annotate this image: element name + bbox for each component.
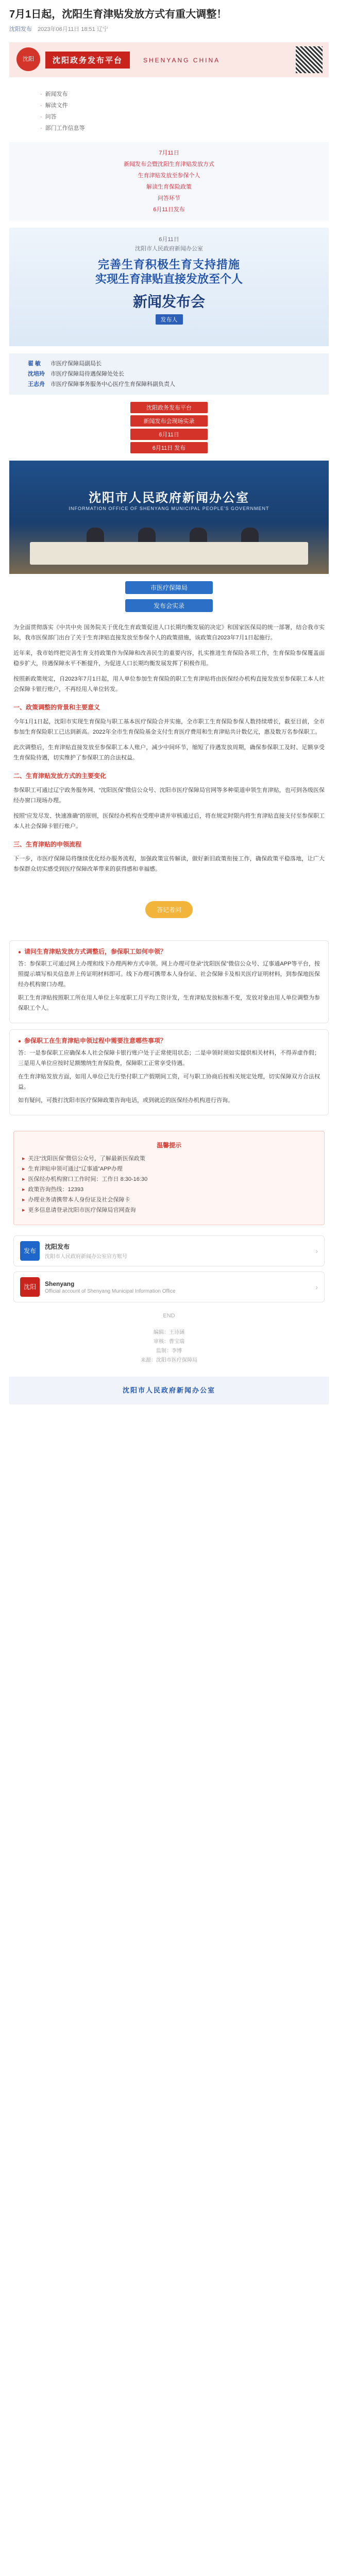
qa-question: ● 参保职工在生育津贴申领过程中需要注意哪些事项？: [18, 1036, 320, 1045]
article-meta: [9, 25, 329, 33]
poster-host: 沈阳市人民政府新闻办公室: [135, 246, 203, 252]
tip-line: ▸ 政策咨询热线：12393: [22, 1184, 316, 1195]
paragraph: 按照新政策规定，自2023年7月1日起，用人单位参加生育保险的职工生育津贴将由医保经办机构直接发放至参保职工本人社会保障卡银行账户，不再经用人单位转发。: [13, 676, 325, 692]
pill-tag: 沈阳政务发布平台: [130, 402, 208, 413]
paragraph: 今年1月1日起，沈阳市实现生育保险与职工基本医疗保险合并实施，全市职工生育保险参保人数持续增长，截至目前，全市参加生育保险职工已达到新高。2022年全市生育保险基金支付生育医疗费用和生育津贴共计数亿元，惠及数万名参保职工。: [13, 719, 325, 735]
credit-line: 审核：曹宝瑞: [154, 1339, 184, 1345]
account-name: 沈阳发布: [45, 1243, 70, 1250]
agenda-item: 生育津贴发放至参保个人: [138, 173, 200, 179]
avatar: 沈阳: [20, 1277, 40, 1297]
paragraph: 此次调整后，生育津贴直接发放至参保职工本人账户，减少中间环节，缩短了待遇发放周期，确保参保职工及时、足额享受生育保险待遇，切实维护了参保职工的合法权益。: [13, 744, 325, 761]
account-card[interactable]: [13, 1272, 325, 1302]
agenda-list: [9, 142, 329, 221]
speaker-item: [28, 369, 310, 379]
toc-item: · 部门工作信息等: [40, 123, 329, 134]
section-heading: 二、生育津贴发放方式的主要变化: [13, 772, 107, 779]
account-card[interactable]: [13, 1235, 325, 1266]
agenda-item: 问答环节: [158, 195, 180, 201]
publish-time: 2023年06月11日 18:51 辽宁: [38, 26, 108, 32]
article-header: [0, 0, 338, 37]
section-pill: 市医疗保障局: [125, 581, 213, 594]
qa-bubble: 答记者问: [145, 901, 193, 918]
tip-line: ▸ 关注“沈阳医保”微信公众号，了解最新医保政策: [22, 1154, 316, 1164]
account-desc: Official account of Shenyang Municipal Information Office: [45, 1288, 176, 1294]
qa-answer: 如有疑问，可拨打沈阳市医疗保障政策咨询电话，或到就近的医保经办机构进行咨询。: [18, 1097, 233, 1104]
section-heading: 三、生育津贴的申领流程: [13, 841, 82, 848]
tip-line: ▸ 更多信息请登录沈阳市医疗保障局官网查询: [22, 1205, 316, 1215]
paragraph: 下一步，市医疗保障局将继续优化经办服务流程，加强政策宣传解读，做好新旧政策衔接工作，确保政策平稳落地，让广大参保群众切实感受到医疗保障改革带来的获得感和幸福感。: [13, 856, 325, 872]
speaker-name: 翟 敏: [28, 361, 41, 367]
bottom-spacer: [0, 1414, 338, 1455]
tip-title: 温馨提示: [156, 1142, 181, 1149]
account-desc: 沈阳市人民政府新闻办公室官方账号: [45, 1254, 127, 1260]
poster-headline-3: 新闻发布会: [132, 294, 205, 310]
author-link[interactable]: 沈阳发布: [9, 26, 32, 32]
brand-en: SHENYANG CHINA: [143, 57, 221, 64]
qa-answer: 答：一是参保职工应确保本人社会保障卡银行账户处于正常使用状态；二是申领时须如实提供相关材料，不得弄虚作假；三是用人单位应按时足额缴纳生育保险费，保障职工正常享受待遇。: [18, 1050, 320, 1066]
press-desk: [30, 542, 308, 565]
tip-box: [13, 1131, 325, 1225]
qa-answer: 职工生育津贴按照职工所在用人单位上年度职工月平均工资计发，生育津贴发放标准不变，发放对象由用人单位调整为参保职工个人。: [18, 995, 320, 1011]
pill-tag: 6月11日 发布: [130, 442, 208, 453]
tip-line: ▸ 办理业务请携带本人身份证及社会保障卡: [22, 1195, 316, 1205]
speaker-item: [28, 359, 310, 369]
toc-item: · 解读文件: [40, 100, 329, 111]
toc-item: · 新闻发布: [40, 89, 329, 100]
qa-separator: [13, 897, 325, 928]
credit-line: 编辑：王诗涵: [154, 1330, 184, 1335]
speaker-name: 沈培玲: [28, 371, 45, 377]
account-info: [45, 1242, 127, 1260]
press-poster: [9, 228, 329, 346]
hall-title-en: INFORMATION OFFICE OF SHENYANG MUNICIPAL PEOPLE'S GOVERNMENT: [69, 506, 269, 511]
agenda-item: 新闻发布会暨沈阳生育津贴发放方式: [124, 161, 214, 167]
agenda-item: 解读生育保险政策: [146, 184, 192, 190]
poster-badge: 发布人: [156, 314, 183, 325]
account-name: Shenyang: [45, 1280, 75, 1287]
paragraph: 为全面贯彻落实《中共中央 国务院关于优化生育政策促进人口长期均衡发展的决定》和国家医保局的统一部署，结合我市实际，我市医保部门出台了关于生育津贴直接发放至参保个人的政策措施，该政策自2023年7月1日起施行。: [13, 624, 325, 641]
qa-question: ● 请问生育津贴发放方式调整后，参保职工如何申领？: [18, 947, 320, 956]
conference-photo: [9, 461, 329, 574]
section-pill: 发布会实录: [125, 599, 213, 612]
paragraph: 按照“应发尽发、快速准确”的原则，医保经办机构在受理申请并审核通过后，将在规定时限内将生育津贴直接支付至参保职工本人社会保障卡银行账户。: [13, 813, 325, 829]
toc-list: [9, 81, 329, 137]
speaker-role: 市医疗保障局副局长: [50, 361, 102, 367]
footer-banner: 沈阳市人民政府新闻办公室: [9, 1377, 329, 1404]
qa-card: [9, 940, 329, 1023]
chevron-right-icon: ›: [315, 1247, 318, 1255]
toc-item: · 问答: [40, 111, 329, 123]
pill-tag: 6月11日: [130, 429, 208, 440]
agenda-item: 7月11日: [159, 150, 179, 156]
agenda-item: 6月11日发布: [153, 207, 185, 213]
account-info: [45, 1280, 176, 1294]
speaker-role: 市医疗保障局待遇保障处处长: [50, 371, 124, 377]
credits: [0, 1328, 338, 1365]
article-title: 7月1日起，沈阳生育津贴发放方式有重大调整！: [9, 9, 227, 20]
credit-line: 来源：沈阳市医疗保障局: [141, 1358, 197, 1363]
speaker-list: [9, 353, 329, 395]
qr-code-icon: [296, 46, 323, 73]
brand-banner: [9, 42, 329, 77]
hall-title: 沈阳市人民政府新闻办公室: [89, 492, 249, 505]
tip-line: ▸ 医保经办机构窗口工作时间：工作日 8:30-16:30: [22, 1174, 316, 1184]
speaker-item: [28, 379, 310, 389]
end-mark: END: [163, 1313, 175, 1319]
pill-tag: 新闻发布会现场实录: [130, 415, 208, 427]
speaker-role: 市医疗保障事务服务中心医疗生育保障科副负责人: [50, 381, 175, 387]
logo: 沈阳: [16, 47, 40, 71]
avatar: 发布: [20, 1241, 40, 1261]
article-body: [0, 612, 338, 885]
brand-name: 沈阳政务发布平台: [45, 52, 130, 69]
speaker-name: 王志舟: [28, 381, 45, 387]
credit-line: 监制：李博: [156, 1348, 182, 1354]
qa-card: [9, 1029, 329, 1115]
poster-date: 6月11日: [159, 236, 179, 243]
paragraph: 近年来，我市始终把完善生育支持政策作为保障和改善民生的重要内容，扎实推进生育保险各项工作，生育保险参保覆盖面稳步扩大，待遇保障水平不断提升，为促进人口长期均衡发展发挥了积极作用。: [13, 650, 325, 667]
chevron-right-icon: ›: [315, 1283, 318, 1291]
qa-answer: 在生育津贴发放方面，如用人单位已先行垫付职工产假期间工资，可与职工协商后按相关规定处理，切实保障双方合法权益。: [18, 1074, 320, 1090]
pill-list: [0, 402, 338, 453]
poster-headline-2: 实现生育津贴直接发放至个人: [95, 273, 243, 285]
paragraph: 参保职工可通过辽宁政务服务网、“沈阳医保”微信公众号、沈阳市医疗保障局官网等多种渠道申领生育津贴，也可到各级医保经办窗口现场办理。: [13, 787, 325, 804]
poster-headline-1: 完善生育积极生育支持措施: [97, 258, 240, 271]
qa-answer: 答：参保职工可通过网上办理和线下办理两种方式申领。网上办理可登录“沈阳医保”微信公众号、辽事通APP等平台，按照提示填写相关信息并上传证明材料即可。线下办理可携带本人身份证、社会保障卡及相关医疗证明材料，到参保地医保经办机构窗口办理。: [18, 961, 320, 988]
account-cards: [13, 1235, 325, 1302]
tip-line: ▸ 生育津贴申领可通过“辽事通”APP办理: [22, 1164, 316, 1174]
section-heading: 一、政策调整的背景和主要意义: [13, 704, 100, 711]
